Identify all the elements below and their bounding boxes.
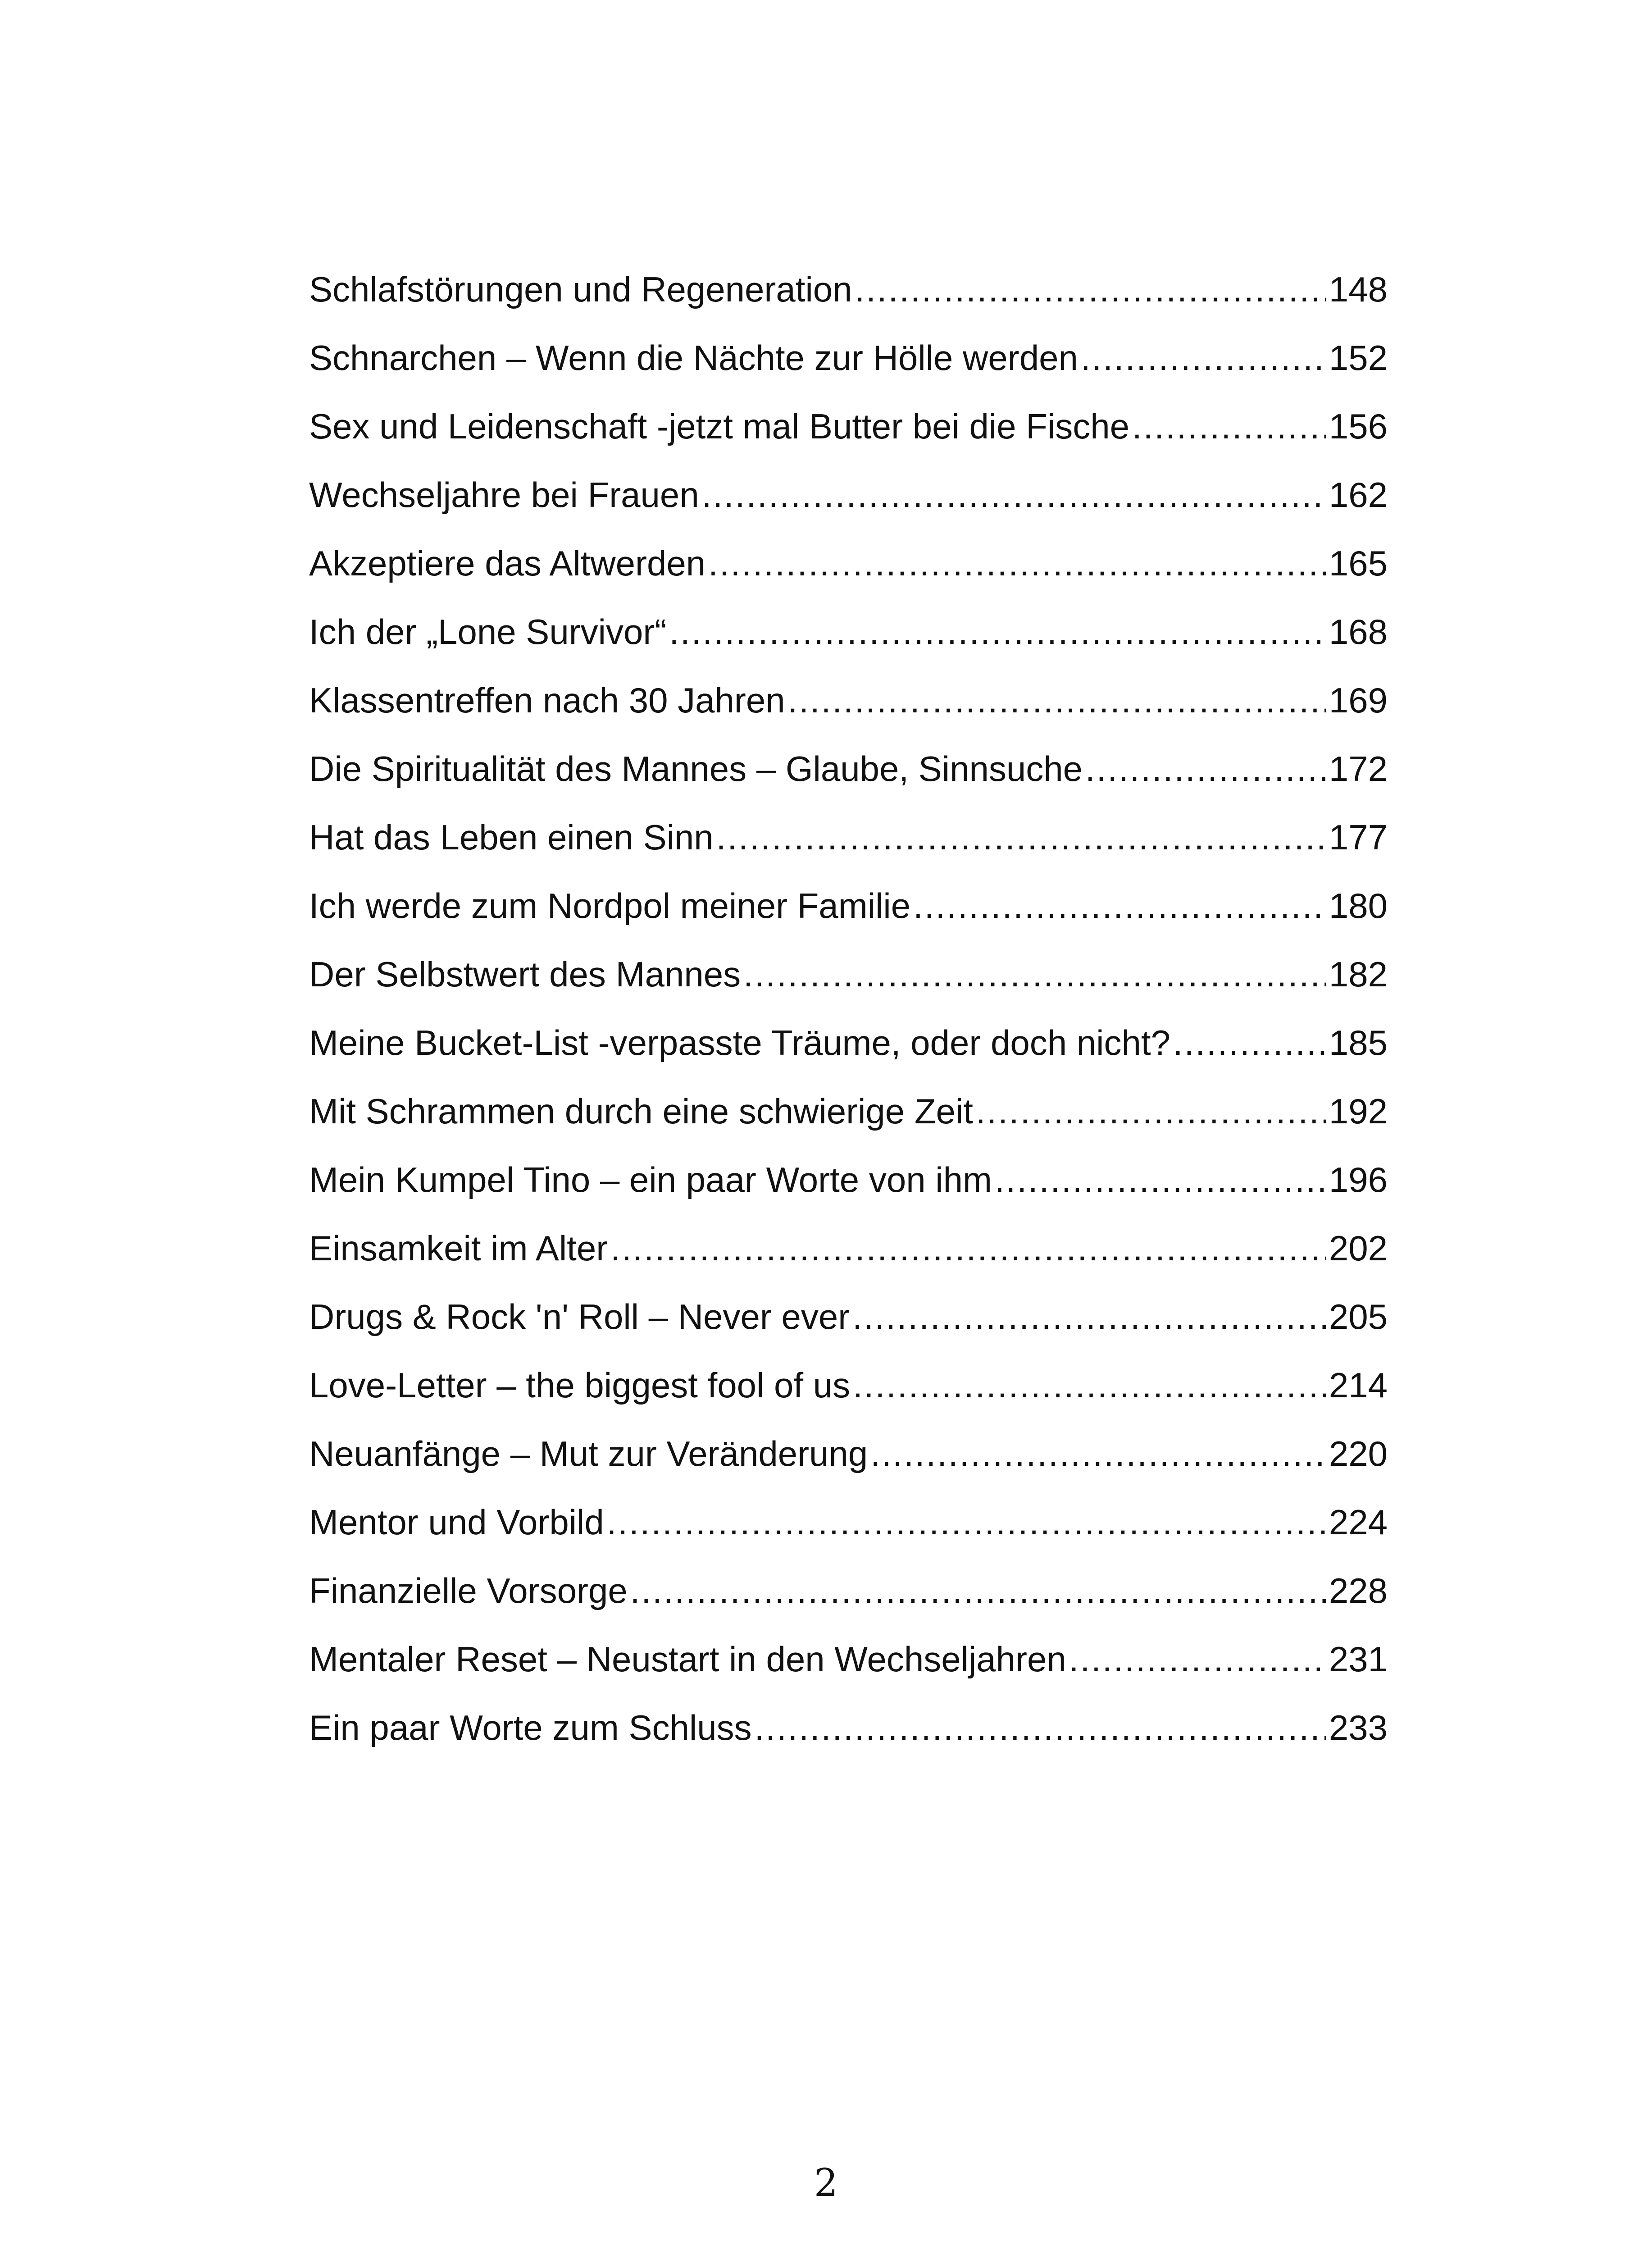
toc-dot-leader	[1081, 337, 1326, 379]
toc-dot-leader	[1132, 406, 1326, 447]
toc-entry[interactable]	[309, 269, 1388, 337]
toc-entry-title: Love-Letter – the biggest fool of us	[309, 1365, 851, 1405]
toc-dot-leader	[788, 680, 1326, 721]
toc-entry[interactable]	[309, 337, 1388, 406]
toc-entry[interactable]	[309, 1227, 1388, 1296]
toc-entry-page: 156	[1329, 406, 1388, 446]
toc-dot-leader	[995, 1159, 1326, 1200]
toc-entry[interactable]	[309, 953, 1388, 1022]
toc-entry-title: Ein paar Worte zum Schluss	[309, 1708, 752, 1747]
toc-entry-title: Schnarchen – Wenn die Nächte zur Hölle werden	[309, 338, 1078, 378]
toc-entry-page: 220	[1329, 1434, 1388, 1473]
toc-dot-leader	[1069, 1638, 1326, 1680]
toc-dot-leader	[708, 543, 1326, 584]
toc-entry-page: 192	[1329, 1091, 1388, 1131]
toc-entry-page: 205	[1329, 1297, 1388, 1336]
toc-dot-leader	[630, 1570, 1326, 1611]
toc-entry[interactable]	[309, 1022, 1388, 1090]
toc-dot-leader	[669, 611, 1326, 652]
toc-entry-page: 180	[1329, 886, 1388, 926]
toc-entry-title: Schlafstörungen und Regeneration	[309, 269, 852, 309]
toc-entry[interactable]	[309, 406, 1388, 474]
toc-dot-leader	[607, 1501, 1326, 1543]
toc-entry-title: Hat das Leben einen Sinn	[309, 817, 714, 857]
toc-entry-title: Mentaler Reset – Neustart in den Wechseljahren	[309, 1639, 1066, 1679]
toc-entry-title: Ich der „Lone Survivor“	[309, 612, 667, 652]
toc-dot-leader	[1085, 748, 1326, 789]
toc-entry-page: 165	[1329, 543, 1388, 583]
toc-dot-leader	[610, 1227, 1326, 1269]
toc-entry-page: 231	[1329, 1639, 1388, 1679]
toc-entry-title: Finanzielle Vorsorge	[309, 1571, 628, 1610]
toc-entry-title: Mein Kumpel Tino – ein paar Worte von ihm	[309, 1160, 992, 1199]
toc-dot-leader	[1173, 1022, 1326, 1063]
toc-entry-title: Klassentreffen nach 30 Jahren	[309, 680, 785, 720]
toc-entry-title: Einsamkeit im Alter	[309, 1228, 608, 1268]
toc-entry[interactable]	[309, 680, 1388, 748]
toc-entry-title: Die Spiritualität des Mannes – Glaube, Sinnsuche	[309, 749, 1083, 789]
toc-entry-page: 196	[1329, 1160, 1388, 1199]
toc-dot-leader	[870, 1433, 1326, 1474]
page-number: 2	[814, 2161, 838, 2205]
toc-entry-title: Ich werde zum Nordpol meiner Familie	[309, 886, 911, 926]
toc-entry-page: 148	[1329, 269, 1388, 309]
toc-entry-title: Wechseljahre bei Frauen	[309, 475, 699, 515]
toc-entry-page: 233	[1329, 1708, 1388, 1747]
toc-entry[interactable]	[309, 1433, 1388, 1501]
toc-entry[interactable]	[309, 885, 1388, 953]
toc-dot-leader	[913, 885, 1326, 926]
toc-dot-leader	[716, 816, 1326, 858]
toc-entry-page: 185	[1329, 1023, 1388, 1063]
toc-entry[interactable]	[309, 1364, 1388, 1433]
toc-dot-leader	[853, 1364, 1326, 1406]
toc-entry-title: Mit Schrammen durch eine schwierige Zeit	[309, 1091, 973, 1131]
toc-dot-leader	[755, 1707, 1326, 1748]
toc-entry[interactable]	[309, 748, 1388, 816]
toc-entry-page: 202	[1329, 1228, 1388, 1268]
toc-entry-page: 182	[1329, 954, 1388, 994]
toc-entry[interactable]	[309, 1707, 1388, 1775]
toc-entry[interactable]	[309, 543, 1388, 611]
toc-dot-leader	[976, 1090, 1326, 1132]
toc-entry[interactable]	[309, 1090, 1388, 1159]
toc-entry[interactable]	[309, 1159, 1388, 1227]
toc-entry[interactable]	[309, 1638, 1388, 1707]
toc-entry[interactable]	[309, 1296, 1388, 1364]
toc-entry-page: 168	[1329, 612, 1388, 652]
toc-entry-title: Drugs & Rock 'n' Roll – Never ever	[309, 1297, 850, 1336]
toc-entry-page: 224	[1329, 1502, 1388, 1542]
toc-entry-page: 172	[1329, 749, 1388, 789]
toc-entry-page: 162	[1329, 475, 1388, 515]
toc-dot-leader	[855, 269, 1326, 310]
toc-dot-leader	[702, 474, 1326, 515]
toc-entry-page: 169	[1329, 680, 1388, 720]
toc-entry[interactable]	[309, 1501, 1388, 1570]
toc-entry[interactable]	[309, 474, 1388, 543]
toc-entry-page: 177	[1329, 817, 1388, 857]
toc-entry-title: Mentor und Vorbild	[309, 1502, 604, 1542]
table-of-contents	[309, 269, 1388, 1775]
toc-entry-title: Sex und Leidenschaft -jetzt mal Butter bei die Fische	[309, 406, 1129, 446]
toc-entry-page: 214	[1329, 1365, 1388, 1405]
toc-dot-leader	[743, 953, 1326, 995]
toc-entry[interactable]	[309, 816, 1388, 885]
toc-dot-leader	[852, 1296, 1326, 1337]
toc-entry-title: Meine Bucket-List -verpasste Träume, oder doch nicht?	[309, 1023, 1170, 1063]
toc-entry-page: 152	[1329, 338, 1388, 378]
toc-entry-page: 228	[1329, 1571, 1388, 1610]
toc-entry[interactable]	[309, 1570, 1388, 1638]
toc-entry-title: Neuanfänge – Mut zur Veränderung	[309, 1434, 868, 1473]
toc-entry-title: Akzeptiere das Altwerden	[309, 543, 706, 583]
toc-entry-title: Der Selbstwert des Mannes	[309, 954, 741, 994]
toc-entry[interactable]	[309, 611, 1388, 680]
